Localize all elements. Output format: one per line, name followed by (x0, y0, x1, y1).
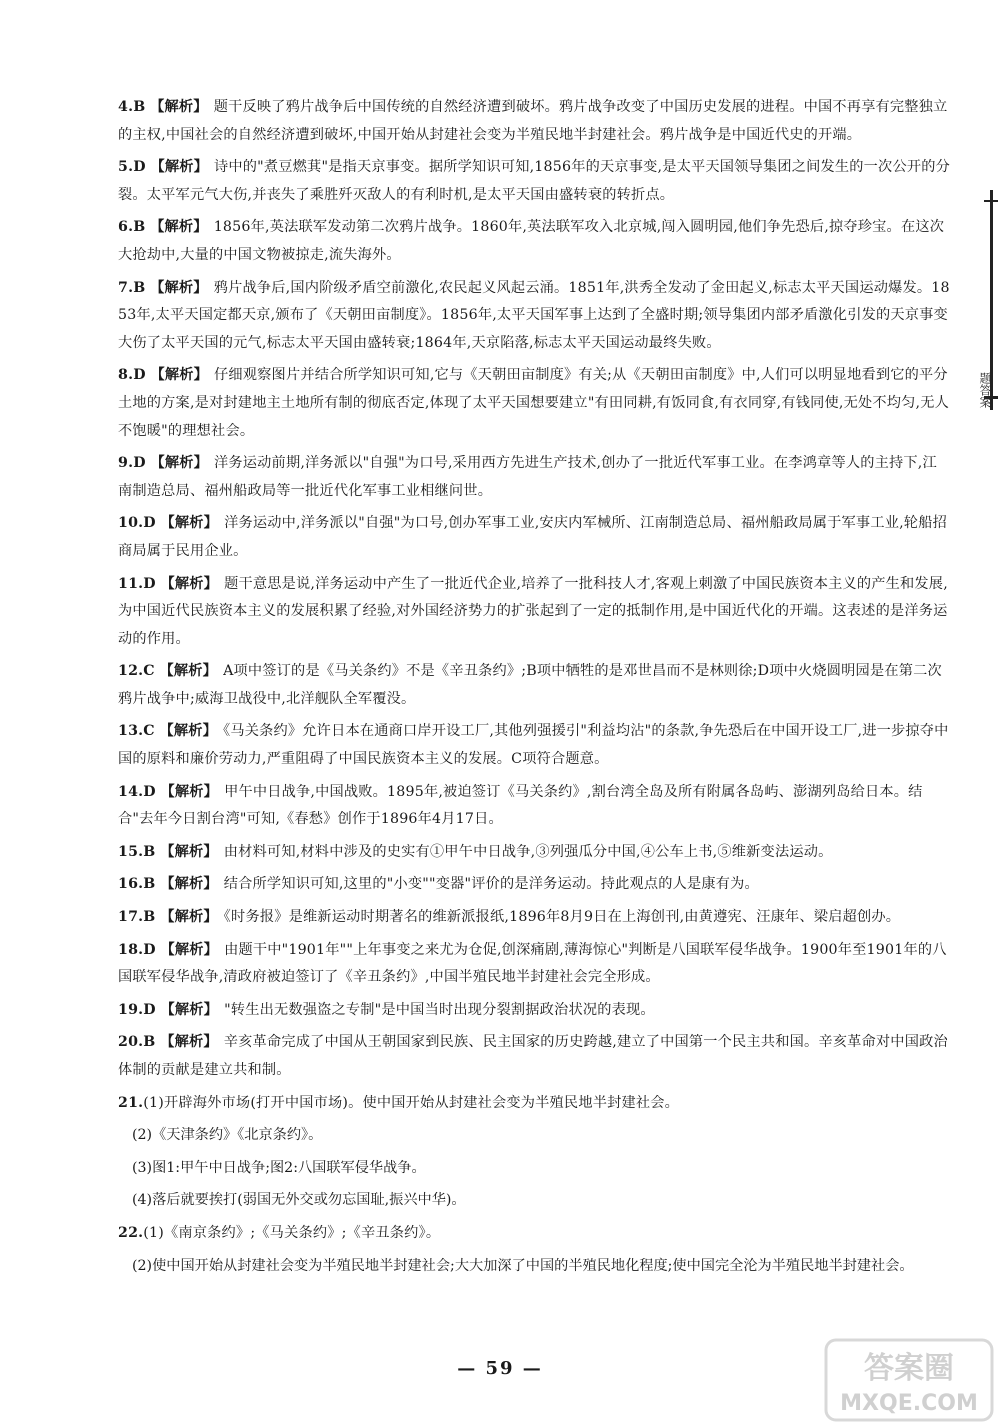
answer-text: 由题干中"1901年""上年事变之来尤为仓促,创深痛剧,薄海惊心"判断是八国联军侵华战争。1900年至1901年的八国联军侵华战争,清政府被迫签订了《辛丑条约》,中国半殖民地半封建社会完全形成。 (118, 941, 947, 986)
analysis-tag: 【解析】 (159, 663, 218, 680)
answer-item (118, 658, 950, 713)
answer-part: (1)开辟海外市场(打开中国市场)。使中国开始从封建社会变为半殖民地半封建社会。 (143, 1094, 680, 1111)
answer-number: 12.C (118, 663, 155, 680)
answer-text: 1856年,英法联军发动第二次鸦片战争。1860年,英法联军攻入北京城,闯入圆明园,他们争先恐后,掠夺珍宝。在这次大抢劫中,大量的中国文物被掠走,流失海外。 (118, 219, 945, 263)
answer-item (118, 510, 950, 565)
answer-item (118, 871, 950, 899)
answer-text: 结合所学知识可知,这里的"小变""变器"评价的是洋务运动。持此观点的人是康有为。 (223, 876, 759, 893)
answer-item (118, 779, 950, 834)
answer-item (132, 1155, 950, 1183)
page-number: — 59 — (457, 1358, 543, 1379)
answer-list (118, 94, 950, 1285)
answer-text: 题干意思是说,洋务运动中产生了一批近代企业,培养了一批科技人才,客观上刺激了中国民族资本主义的产生和发展,为中国近代民族资本主义的发展积累了经验,对外国经济势力的扩张起到了一定的抵制作用,是中国近代化的开端。这表述的是洋务运动的作用。 (118, 575, 948, 647)
answer-number: 16.B (118, 876, 156, 893)
answer-text: 洋务运动前期,洋务派以"自强"为口号,采用西方先进生产技术,创办了一批近代军事工业。在李鸿章等人的主持下,江南制造总局、福州船政局等一批近代化军事工业相继问世。 (118, 455, 937, 499)
answer-item (118, 937, 950, 992)
answer-number: 15.B (118, 843, 156, 860)
answer-number: 18.D (118, 941, 156, 958)
analysis-tag: 【解析】 (150, 159, 208, 176)
analysis-tag: 【解析】 (150, 99, 208, 115)
answer-text: 诗中的"煮豆燃萁"是指天京事变。据所学知识可知,1856年的天京事变,是太平天国领导集团之间发生的一次公开的分裂。太平军元气大伤,并丧失了乘胜歼灭敌人的有利时机,是太平天国由盛转衰的转折点。 (118, 159, 950, 203)
answer-text: 洋务运动中,洋务派以"自强"为口号,创办军事工业,安庆内军械所、江南制造总局、福州船政局属于军事工业,轮船招商局属于民用企业。 (118, 515, 947, 559)
analysis-tag: 【解析】 (160, 783, 219, 800)
answer-number: 22. (118, 1224, 144, 1241)
answer-part: (2)《天津条约》《北京条约》。 (132, 1127, 323, 1144)
answer-item (118, 1029, 950, 1084)
answer-item (118, 904, 950, 932)
answer-item (118, 362, 950, 445)
analysis-tag: 【解析】 (159, 723, 218, 740)
answer-number: 21. (118, 1094, 144, 1111)
analysis-tag: 【解析】 (160, 1034, 218, 1051)
answer-number: 9.D (118, 455, 146, 472)
analysis-tag: 【解析】 (160, 941, 219, 958)
analysis-tag: 【解析】 (150, 367, 208, 384)
analysis-tag: 【解析】 (160, 909, 218, 926)
answer-number: 11.D (118, 575, 156, 592)
answer-number: 20.B (118, 1034, 156, 1051)
answer-item (118, 839, 950, 867)
answer-item (118, 1220, 950, 1248)
answer-item (132, 1187, 950, 1215)
answer-number: 19.D (118, 1001, 156, 1018)
edge-text (978, 372, 998, 408)
analysis-tag: 【解析】 (160, 575, 219, 592)
answer-number: 14.D (118, 783, 156, 800)
answer-number: 8.D (118, 367, 146, 384)
answer-item (118, 450, 950, 505)
answer-item (118, 571, 950, 654)
answer-number: 5.D (118, 159, 146, 176)
answer-item (132, 1122, 950, 1150)
answer-number: 10.D (118, 515, 156, 532)
answer-item (118, 718, 950, 773)
analysis-tag: 【解析】 (150, 219, 208, 236)
watermark-logo (824, 1338, 994, 1422)
answer-part: (3)图1:甲午中日战争;图2:八国联军侵华战争。 (132, 1159, 426, 1176)
answer-number: 17.B (118, 909, 156, 926)
edge-text-label: 题答案 (978, 372, 992, 408)
answer-item (118, 214, 950, 269)
answer-text: "转生出无数强盗之专制"是中国当时出现分裂割据政治状况的表现。 (224, 1001, 655, 1018)
answer-text: 《时务报》是维新运动时期著名的维新派报纸,1896年8月9日在上海创刊,由黄遵宪、汪康年、梁启超创办。 (223, 909, 901, 926)
answer-item (118, 1090, 950, 1118)
answer-item (132, 1253, 950, 1281)
analysis-tag: 【解析】 (160, 843, 218, 860)
answer-number: 13.C (118, 723, 155, 740)
answer-item (118, 275, 950, 358)
answer-text: 《马关条约》允许日本在通商口岸开设工厂,其他列强援引"利益均沾"的条款,争先恐后在中国开设工厂,进一步掠夺中国的原料和廉价劳动力,严重阻碍了中国民族资本主义的发展。C项符合题意。 (118, 723, 949, 768)
answer-text: 仔细观察图片并结合所学知识可知,它与《天朝田亩制度》有关;从《天朝田亩制度》中,人们可以明显地看到它的平分土地的方案,是对封建地主土地所有制的彻底否定,体现了太平天国想要建立"有田同耕,有饭同食,有衣同穿,有钱同使,无处不均匀,无人不饱暖"的理想社会。 (118, 367, 950, 439)
answer-number: 6.B (118, 219, 146, 236)
answer-item (118, 997, 950, 1025)
analysis-tag: 【解析】 (150, 455, 208, 472)
answer-text: 鸦片战争后,国内阶级矛盾空前激化,农民起义风起云涌。1851年,洪秀全发动了金田起义,标志太平天国运动爆发。1853年,太平天国定都天京,颁布了《天朝田亩制度》。1856年,太平天国军事上达到了全盛时期;领导集团内部矛盾激化引发的天京事变大伤了太平天国的元气,标志太平天国由盛转衰;1864年,天京陷落,标志太平天国运动最终失败。 (118, 279, 950, 351)
answer-item (118, 154, 950, 209)
answer-text: 甲午中日战争,中国战败。1895年,被迫签订《马关条约》,割台湾全岛及所有附属各岛屿、澎湖列岛给日本。结合"去年今日割台湾"可知,《春愁》创作于1896年4月17日。 (118, 783, 923, 828)
svg-text:MXQE.COM: MXQE.COM (840, 1391, 978, 1416)
analysis-tag: 【解析】 (160, 515, 219, 532)
answer-part: (4)落后就要挨打(弱国无外交或勿忘国耻,振兴中华)。 (132, 1192, 466, 1209)
analysis-tag: 【解析】 (160, 1001, 219, 1018)
answer-part: (2)使中国开始从封建社会变为半殖民地半封建社会;大大加深了中国的半殖民地化程度;使中国完全沦为半殖民地半封建社会。 (132, 1257, 914, 1274)
svg-text:答案圈: 答案圈 (864, 1351, 954, 1386)
answer-number: 4.B (118, 99, 146, 115)
answer-text: 题干反映了鸦片战争后中国传统的自然经济遭到破坏。鸦片战争改变了中国历史发展的进程。中国不再享有完整独立的主权,中国社会的自然经济遭到破坏,中国开始从封建社会变为半殖民地半封建社会。鸦片战争是中国近代史的开端。 (118, 99, 948, 143)
analysis-tag: 【解析】 (160, 876, 218, 893)
answer-item (118, 94, 950, 149)
analysis-tag: 【解析】 (150, 279, 208, 296)
answer-text: 由材料可知,材料中涉及的史实有①甲午中日战争,③列强瓜分中国,④公车上书,⑤维新变法运动。 (223, 843, 833, 860)
answer-number: 7.B (118, 279, 146, 296)
answer-text: A项中签订的是《马关条约》不是《辛丑条约》;B项中牺牲的是邓世昌而不是林则徐;D项中火烧圆明园是在第二次鸦片战争中;威海卫战役中,北洋舰队全军覆没。 (118, 663, 942, 707)
answer-text: 辛亥革命完成了中国从王朝国家到民族、民主国家的历史跨越,建立了中国第一个民主共和国。辛亥革命对中国政治体制的贡献是建立共和制。 (118, 1034, 948, 1078)
answer-part: (1)《南京条约》;《马关条约》;《辛丑条约》。 (143, 1224, 441, 1241)
